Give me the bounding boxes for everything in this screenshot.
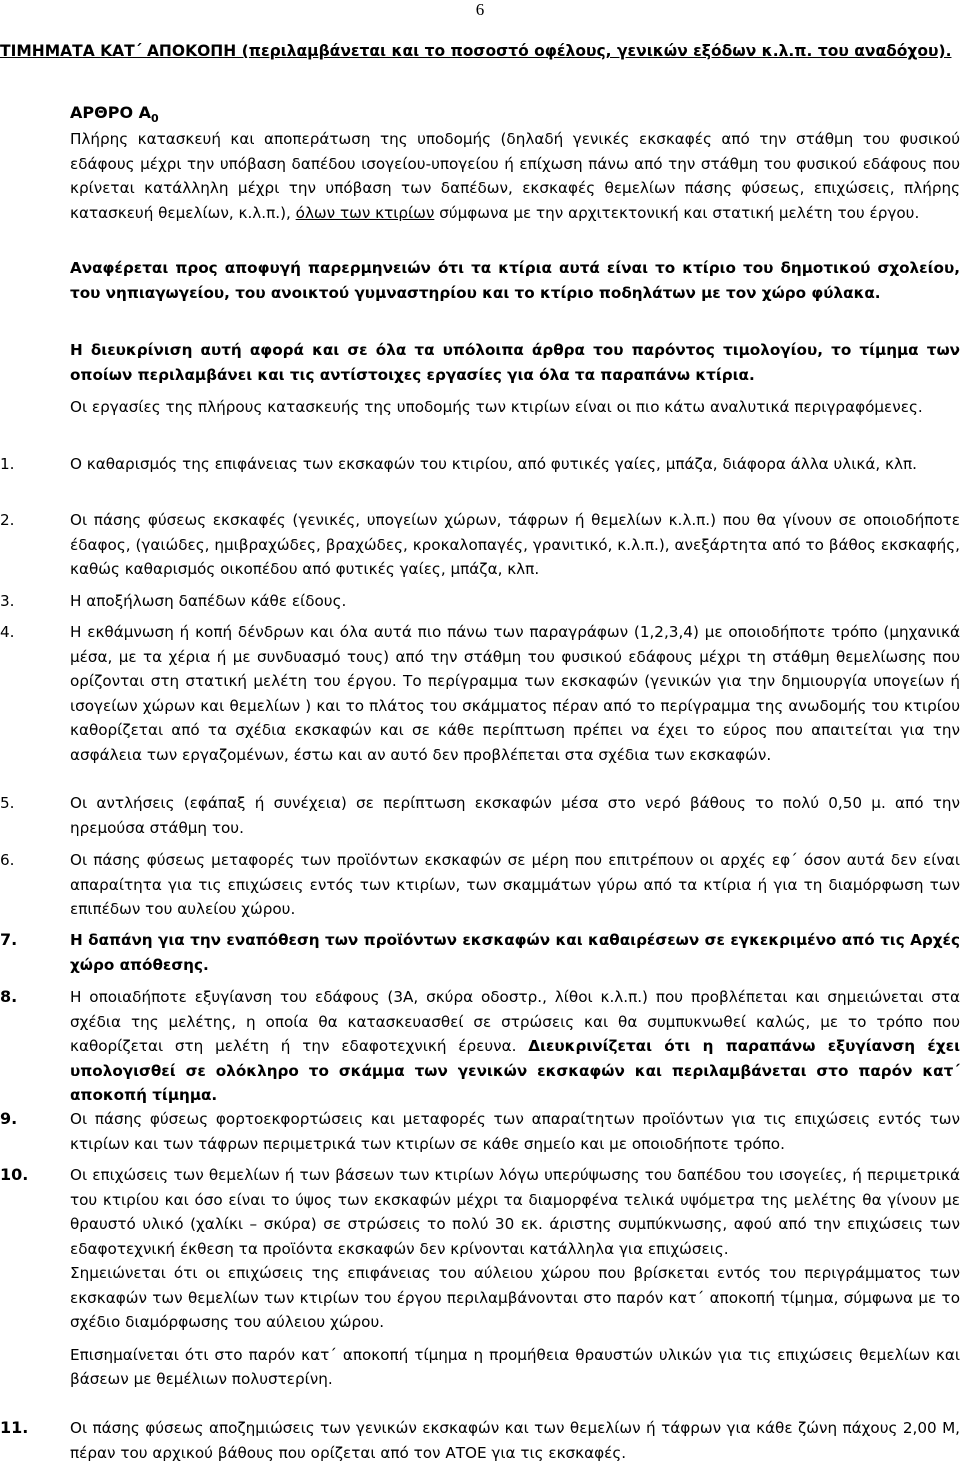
article-title — [70, 103, 159, 125]
item-number: 4. — [0, 623, 15, 641]
item-number: 9. — [0, 1109, 18, 1128]
item-text: Η δαπάνη για την εναπόθεση των προϊόντων εκσκαφών και καθαιρέσεων σε εγκεκριμένο από τις Αρχές χώρο απόθεσης. — [70, 931, 960, 974]
item-note-1: Σημειώνεται ότι οι επιχώσεις της επιφάνειας του αύλειου χώρου που βρίσκεται εντός του περιγράμματος των εκσκαφών των θεμελίων των κτιρίων του έργου περιλαμβάνονται στο παρόν κατ΄ αποκοπή τίμημα, σύμφωνα με το σχέδιο διαμόρφωσης του αύλειου χώρου. — [70, 1264, 960, 1331]
item-number: 11. — [0, 1418, 29, 1437]
page-number: 6 — [475, 0, 485, 19]
item-text: Η αποξήλωση δαπέδων κάθε είδους. — [70, 592, 347, 610]
item-text: Οι πάσης φύσεως αποζημιώσεις των γενικών εκσκαφών και των θεμελίων ή τάφρων για κάθε ζώνη πάχους 2,00 Μ, πέραν του αρχικού βάθους που ορίζεται από τον ΑΤΟΕ για τις εκσκαφές. — [70, 1419, 960, 1462]
item-number: 10. — [0, 1165, 29, 1184]
item-number: 3. — [0, 592, 15, 610]
item-text: Ο καθαρισμός της επιφάνειας των εκσκαφών του κτιρίου, από φυτικές γαίες, μπάζα, διάφορα άλλα υλικά, κλπ. — [70, 455, 917, 473]
item-text: Η εκθάμνωση ή κοπή δένδρων και όλα αυτά πιο πάνω των παραγράφων (1,2,3,4) με οποιοδήποτε τρόπο (μηχανικά μέσα, με τα χέρια ή με συνδυασμό τους) από την στάθμη του φυσικού εδάφους μέχρι τη στάθμη θεμελίωσης που ορίζονται στη στατική μελέτη του έργου. Το περίγραμμα των εκσκαφών (γενικών για την δημιουργία υπογείων ή ισογείων χώρων και θεμελίων ) και το πλάτος του σκάμματος πέραν από το περίγραμμα της ανωδομής του κτιρίου καθορίζεται από τα σχέδια εκσκαφών και σε κάθε περίπτωση πρέπει να έχει το εύρος που απαιτείται για την ασφάλεια των εργαζομένων, έστω και αν αυτό δεν προβλέπεται στα σχέδια των εκσκαφών. — [70, 623, 960, 764]
item-number: 2. — [0, 511, 15, 529]
bold-note-clarification: Η διευκρίνιση αυτή αφορά και σε όλα τα υπόλοιπα άρθρα του παρόντος τιμολογίου, το τίμημα των οποίων περιλαμβάνει και τις αντίστοιχες εργασίες για όλα τα παραπάνω κτίρια. — [70, 341, 960, 384]
item-text — [70, 985, 960, 1108]
item-text — [70, 1163, 960, 1392]
item-text-main: Οι επιχώσεις των θεμελίων ή των βάσεων των κτιρίων λόγω υπερύψωσης του δαπέδου του ισογείες, ή περιμετρικά του κτιρίου και όσο είναι το ύψος των εκσκαφών μέχρι τα διαμορφένα τελικά υψόμετρα της μελέτης θα γίνουν με θραυστό υλικό (χαλίκι – σκύρα) σε στρώσεις το πολύ 30 εκ. άριστης συμπύκνωσης, αφού από την επιχώσεις των εδαφοτεχνική έκθεση τα προϊόντα εκσκαφών δεν κρίνονται κατάλληλα για επιχώσεις. — [70, 1166, 960, 1258]
item-number: 6. — [0, 851, 15, 869]
article-title-text: ΑΡΘΡΟ Α — [70, 103, 151, 122]
item-text-bold: Διευκρινίζεται ότι η παραπάνω εξυγίανση έχει υπολογισθεί σε ολόκληρο το σκάμμα των γενικών εκσκαφών και περιλαμβάνεται στο παρόν κατ΄ αποκοπή τίμημα. — [70, 1037, 960, 1104]
article-title-subscript: 0 — [151, 112, 159, 126]
item-number: 5. — [0, 794, 15, 812]
bold-note-buildings: Αναφέρεται προς αποφυγή παρερμηνειών ότι τα κτίρια αυτά είναι το κτίριο του δημοτικού σχολείου, του νηπιαγωγείου, του ανοικτού γυμναστηρίου και το κτίριο ποδηλάτων με τον χώρο φύλακα. — [70, 259, 960, 302]
item-text: Οι πάσης φύσεως εκσκαφές (γενικές, υπογείων χώρων, τάφρων ή θεμελίων κ.λ.π.) που θα γίνουν σε οποιοδήποτε έδαφος, (γαιώδες, ημιβραχώδες, βραχώδες, κροκαλοπαγές, γρανιτικό, κ.λ.π.), ανεξάρτητα από το βάθος εκσκαφής, καθώς καθαρισμός οικοπέδου από φυτικές γαίες, μπάζα, κλπ. — [70, 511, 960, 578]
section-title: ΤΙΜΗΜΑΤΑ ΚΑΤ΄ ΑΠΟΚΟΠΗ (περιλαμβάνεται και το ποσοστό οφέλους, γενικών εξόδων κ.λ.π. του αναδόχου). — [0, 42, 952, 60]
intro-underlined: όλων των κτιρίων — [295, 203, 435, 222]
item-number: 1. — [0, 455, 15, 473]
intro-part2: σύμφωνα με την αρχιτεκτονική και στατική μελέτη του έργου. — [439, 203, 920, 222]
works-intro: Οι εργασίες της πλήρους κατασκευής της υποδομής των κτιρίων είναι οι πιο κάτω αναλυτικά περιγραφόμενες. — [70, 398, 923, 416]
item-text-plain: Η οποιαδήποτε εξυγίανση του εδάφους (3Α, σκύρα οδοστρ., λίθοι κ.λ.π.) που προβλέπεται και σημειώνεται στα σχέδια της μελέτης, η οποία θα κατασκευασθεί σε στρώσεις και θα συμπυκνωθεί καλώς, με το τρόπο που καθορίζεται στη μελέτη ή την εδαφοτεχνική έρευνα. — [70, 988, 960, 1055]
item-text: Οι αντλήσεις (εφάπαξ ή συνέχεια) σε περίπτωση εκσκαφών μέσα στο νερό βάθους το πολύ 0,50 μ. από την ηρεμούσα στάθμη του. — [70, 794, 960, 837]
item-number: 7. — [0, 930, 18, 949]
item-text: Οι πάσης φύσεως μεταφορές των προϊόντων εκσκαφών σε μέρη που επιτρέπουν οι αρχές εφ΄ όσον αυτά δεν είναι απαραίτητα για τις επιχώσεις εντός των κτιρίων, των σκαμμάτων γύρω από τα κτίρια ή για τη διαμόρφωση των επιπέδων του αυλείου χώρου. — [70, 851, 960, 918]
item-text: Οι πάσης φύσεως φορτοεκφορτώσεις και μεταφορές των απαραίτητων προϊόντων για τις επιχώσεις εντός των κτιρίων και των τάφρων περιμετρικά των κτιρίων σε κάθε σημείο και με οποιοδήποτε τρόπο. — [70, 1110, 960, 1153]
article-intro — [70, 127, 960, 225]
item-note-2: Επισημαίνεται ότι στο παρόν κατ΄ αποκοπή τίμημα η προμήθεια θραυστών υλικών για τις επιχώσεις θεμελίων και βάσεων με θεμέλιων πολυστερίνη. — [70, 1345, 960, 1388]
item-number: 8. — [0, 987, 18, 1006]
intro-part1: Πλήρης κατασκευή και αποπεράτωση της υποδομής (δηλαδή γενικές εκσκαφές από την στάθμη του φυσικού εδάφους μέχρι την υπόβαση δαπέδου ισογείου-υπογείου ή επίχωση πάνω από την στάθμη του φυσικού εδάφους που κρίνεται κατάλληλη μέχρι την υπόβαση των δαπέδων, εκσκαφές θεμελίων πάσης φύσεως, επιχώσεις, πλήρης κατασκευή θεμελίων, κ.λ.π.), — [70, 130, 960, 222]
